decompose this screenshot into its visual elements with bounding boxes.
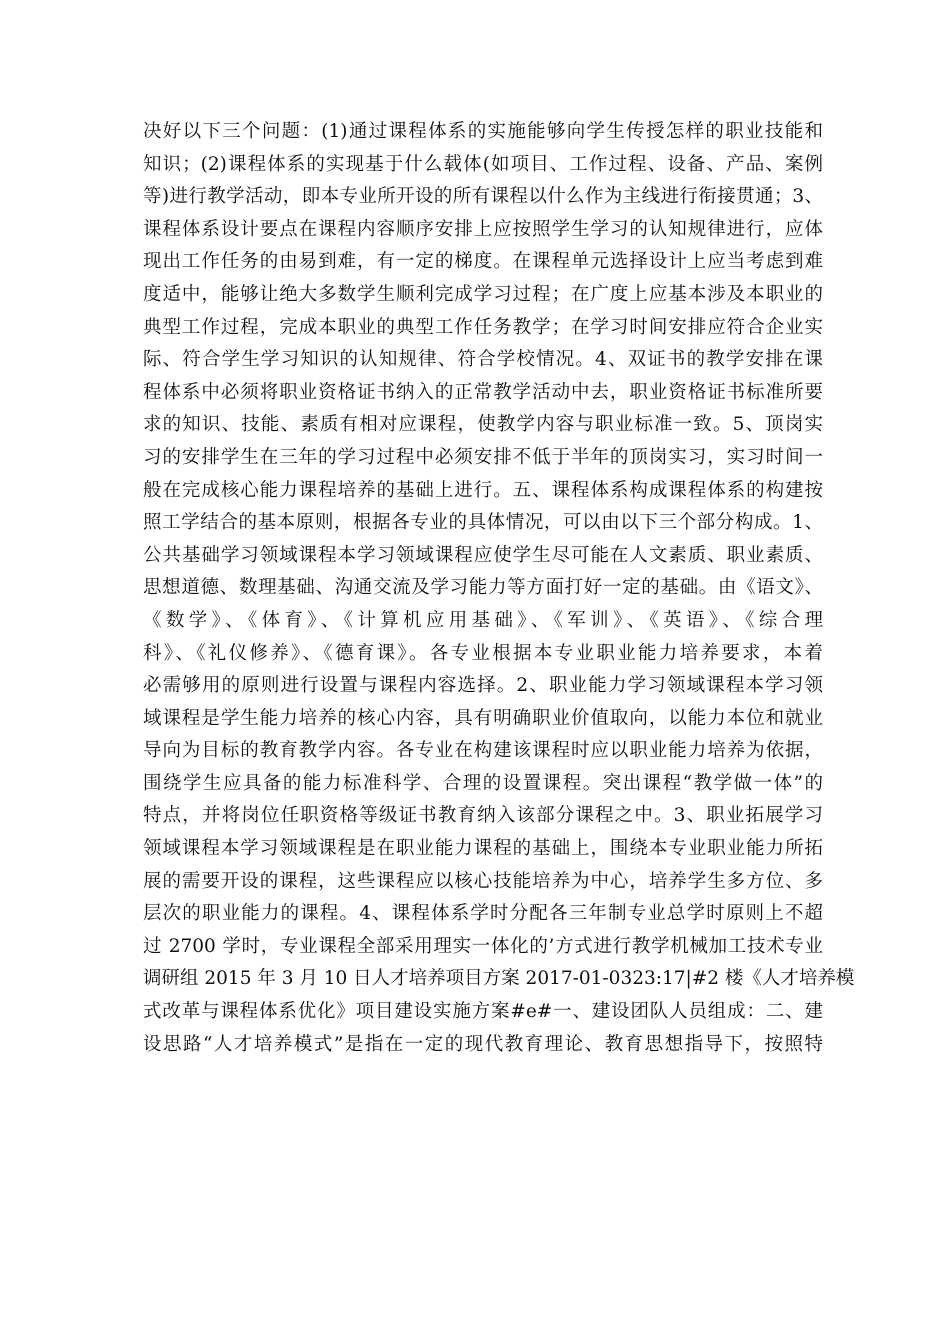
text-line: 过 2700 学时，专业课程全部采用理实一体化的’方式进行教学机械加工技术专业 [143, 935, 823, 957]
text-line: 典型工作过程，完成本职业的典型工作任务教学；在学习时间安排应符合企业实 [143, 316, 823, 338]
text-line: 围绕学生应具备的能力标准科学、合理的设置课程。突出课程“教学做一体”的 [143, 772, 823, 794]
text-line: 决好以下三个问题：(1)通过课程体系的实施能够向学生传授怎样的职业技能和 [143, 121, 823, 142]
text-line: 科》、《礼仪修养》、《德育课》。各专业根据本专业职业能力培养要求，本着 [143, 642, 823, 664]
text-line: 思想道德、数理基础、沟通交流及学习能力等方面打好一定的基础。由《语文》、 [143, 577, 823, 599]
text-line: 般在完成核心能力课程培养的基础上进行。五、课程体系构成课程体系的构建按 [143, 479, 823, 501]
text-line: 式改革与课程体系优化》项目建设实施方案#e#一、建设团队人员组成：二、建 [143, 1001, 823, 1023]
text-line: 调研组 2015 年 3 月 10 日人才培养项目方案 2017-01-0323:17|#2 楼《人才培养模 [143, 968, 855, 990]
text-line: 域课程是学生能力培养的核心内容，具有明确职业价值取向，以能力本位和就业 [143, 707, 823, 729]
text-line: 知识；(2)课程体系的实现基于什么载体(如项目、工作过程、设备、产品、案例 [143, 153, 823, 175]
text-line: 程体系中必须将职业资格证书纳入的正常教学活动中去，职业资格证书标准所要 [143, 381, 823, 403]
text-line: 特点，并将岗位任职资格等级证书教育纳入该部分课程之中。3、职业拓展学习 [143, 805, 823, 827]
text-line: 层次的职业能力的课程。4、课程体系学时分配各三年制专业总学时原则上不超 [143, 903, 823, 925]
text-line: 必需够用的原则进行设置与课程内容选择。2、职业能力学习领域课程本学习领 [143, 675, 823, 697]
text-line: 导向为目标的教育教学内容。各专业在构建该课程时应以职业能力培养为依据， [143, 740, 823, 762]
text-line: 等)进行教学活动，即本专业所开设的所有课程以什么作为主线进行衔接贯通；3、 [143, 186, 823, 208]
text-line: 习的安排学生在三年的学习过程中必须安排不低于半年的顶岗实习，实习时间一 [143, 446, 823, 468]
text-line: 公共基础学习领域课程本学习领域课程应使学生尽可能在人文素质、职业素质、 [143, 544, 823, 566]
text-line: 课程体系设计要点在课程内容顺序安排上应按照学生学习的认知规律进行，应体 [143, 218, 823, 240]
text-line: 设思路“人才培养模式”是指在一定的现代教育理论、教育思想指导下，按照特 [143, 1033, 823, 1055]
body-text [143, 116, 855, 1061]
text-line: 《数学》、《体育》、《计算机应用基础》、《军训》、《英语》、《综合理 [143, 609, 823, 631]
text-line: 领域课程本学习领域课程是在职业能力课程的基础上，围绕本专业职业能力所拓 [143, 838, 823, 860]
text-line: 照工学结合的基本原则，根据各专业的具体情况，可以由以下三个部分构成。1、 [143, 512, 823, 534]
text-line: 现出工作任务的由易到难，有一定的梯度。在课程单元选择设计上应当考虑到难 [143, 251, 823, 273]
text-line: 求的知识、技能、素质有相对应课程，使教学内容与职业标准一致。5、顶岗实 [143, 414, 823, 436]
text-line: 际、符合学生学习知识的认知规律、符合学校情况。4、双证书的教学安排在课 [143, 349, 823, 371]
text-line: 度适中，能够让绝大多数学生顺利完成学习过程；在广度上应基本涉及本职业的 [143, 283, 823, 305]
text-line: 展的需要开设的课程，这些课程应以核心技能培养为中心，培养学生多方位、多 [143, 870, 823, 892]
